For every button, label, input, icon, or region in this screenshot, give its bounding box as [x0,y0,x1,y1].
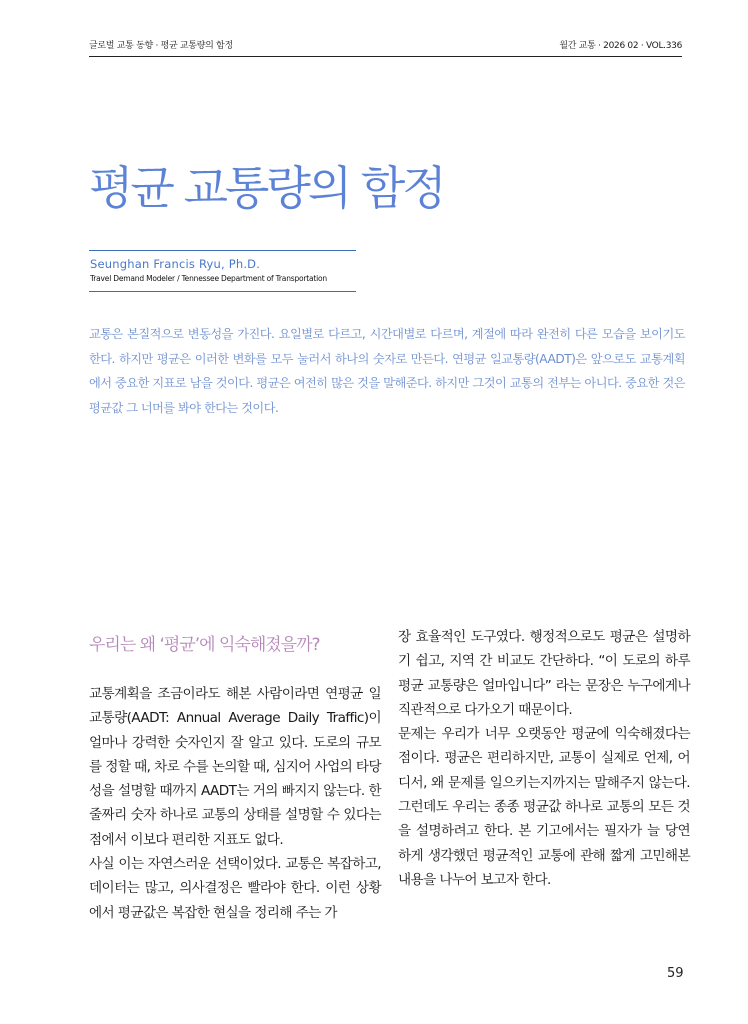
body-column-right [398,625,690,892]
author-block [89,250,356,292]
body-column-left [89,682,381,925]
running-header [89,36,682,57]
section-heading: 우리는 왜 ‘평균’에 익숙해졌을까? [89,635,320,655]
author-role: Travel Demand Modeler / Tennessee Department of Transportation [90,274,327,283]
body-paragraph: 문제는 우리가 너무 오랫동안 평균에 익숙해졌다는 점이다. 평균은 편리하지만, 교통이 실제로 언제, 어디서, 왜 문제를 일으키는지까지는 말해주지 않는다. 그런데도 우리는 종종 평균값 하나로 교통의 모든 것을 설명하려고 한다. 본 기고에서는 필자가 늘 당연하게 생각했던 평균적인 교통에 관해 짧게 고민해본 내용을 나누어 보고자 한다. [398,726,690,888]
body-paragraph: 장 효율적인 도구였다. 행정적으로도 평균은 설명하기 쉽고, 지역 간 비교도 간단하다. “이 도로의 하루 평균 교통량은 얼마입니다” 라는 문장은 누구에게나 직관적으로 다가오기 때문이다. [398,629,690,718]
body-paragraph: 교통계획을 조금이라도 해본 사람이라면 연평균 일교통량(AADT: Annual Average Daily Traffic)이 얼마나 강력한 숫자인지 잘 알고 있다. 도로의 규모를 정할 때, 차로 수를 논의할 때, 심지어 사업의 타당성을 설명할 때까지 AADT는 거의 빠지지 않는다. 한 줄짜리 숫자 하나로 교통의 상태를 설명할 수 있다는 점에서 이보다 편리한 지표도 없다. [89,686,381,848]
author-name: Seunghan Francis Ryu, Ph.D. [90,257,261,271]
lead-paragraph: 교통은 본질적으로 변동성을 가진다. 요일별로 다르고, 시간대별로 다르며, 계절에 따라 완전히 다른 모습을 보이기도 한다. 하지만 평균은 이러한 변화를 모두 눌러서 하나의 숫자로 만든다. 연평균 일교통량(AADT)은 앞으로도 교통계획에서 중요한 지표로 남을 것이다. 평균은 여전히 많은 것을 말해준다. 하지만 그것이 교통의 전부는 아니다. 중요한 것은 평균값 그 너머를 봐야 한다는 것이다. [89,327,685,415]
article-title: 평균 교통량의 함정 [89,161,444,215]
header-issue-info: 월간 교통 · 2026 02 · VOL.336 [559,41,682,51]
page-number: 59 [667,966,684,981]
header-section-label: 글로벌 교통 동향 · 평균 교통량의 함정 [89,41,233,51]
body-paragraph: 사실 이는 자연스러운 선택이었다. 교통은 복잡하고, 데이터는 많고, 의사결정은 빨라야 한다. 이런 상황에서 평균값은 복잡한 현실을 정리해 주는 가 [89,856,381,921]
